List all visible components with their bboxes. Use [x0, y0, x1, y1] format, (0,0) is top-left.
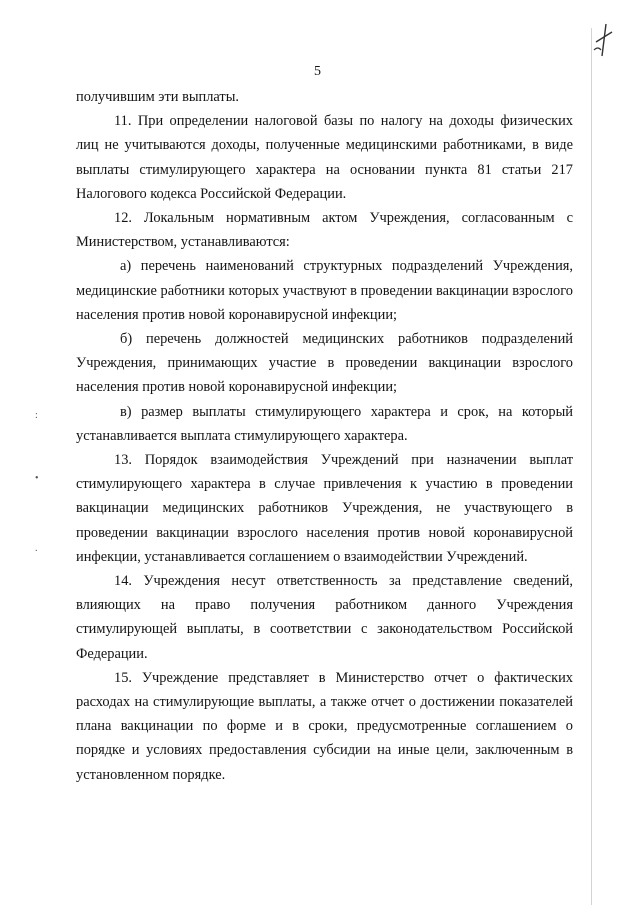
paragraph-12-c: в) размер выплаты стимулирующего характера и срок, на который устанавливается выплата стимулирующего характера.	[76, 403, 573, 444]
scan-speck: .	[35, 543, 38, 554]
paragraph-12-b: б) перечень должностей медицинских работников подразделений Учреждения, принимающих участие в проведении вакцинации взрослого населения против новой коронавирусной инфекции;	[76, 331, 573, 396]
paragraph-12: 12. Локальным нормативным актом Учреждения, согласованным с Министерством, устанавливаются:	[76, 210, 573, 251]
paragraph-12-a: а) перечень наименований структурных подразделений Учреждения, медицинские работники которых участвуют в проведении вакцинации взрослого населения против новой коронавирусной инфекции;	[76, 258, 573, 323]
paragraph-14: 14. Учреждения несут ответственность за представление сведений, влияющих на право получения работником данного Учреждения стимулирующей выплаты, в соответствии с законодательством Российской Федерации.	[76, 573, 573, 662]
scan-speck: :	[35, 410, 38, 421]
scan-edge-line	[591, 28, 592, 905]
paragraph-tail: получившим эти выплаты.	[76, 89, 239, 105]
handwritten-mark	[588, 20, 620, 60]
paragraph-13: 13. Порядок взаимодействия Учреждений при назначении выплат стимулирующего характера в случае привлечения к участию в проведении вакцинации медицинских работников Учреждения, не участвующего в проведении вакцинации взрослого населения против новой коронавирусной инфекции, устанавливается соглашением о взаимодействии Учреждений.	[76, 452, 573, 565]
document-body	[76, 85, 573, 787]
page-number: 5	[314, 64, 321, 79]
paragraph-11: 11. При определении налоговой базы по налогу на доходы физических лиц не учитываются доходы, полученные медицинскими работниками, в виде выплаты стимулирующего характера на основании пункта 81 статьи 217 Налогового кодекса Российской Федерации.	[76, 113, 573, 202]
paragraph-15: 15. Учреждение представляет в Министерство отчет о фактических расходах на стимулирующие выплаты, а также отчет о достижении показателей плана вакцинации по форме и в сроки, предусмотренные соглашением о порядке и условиях предоставления субсидии на иные цели, заключенным в установленном порядке.	[76, 669, 573, 783]
scan-speck: •	[35, 473, 39, 484]
